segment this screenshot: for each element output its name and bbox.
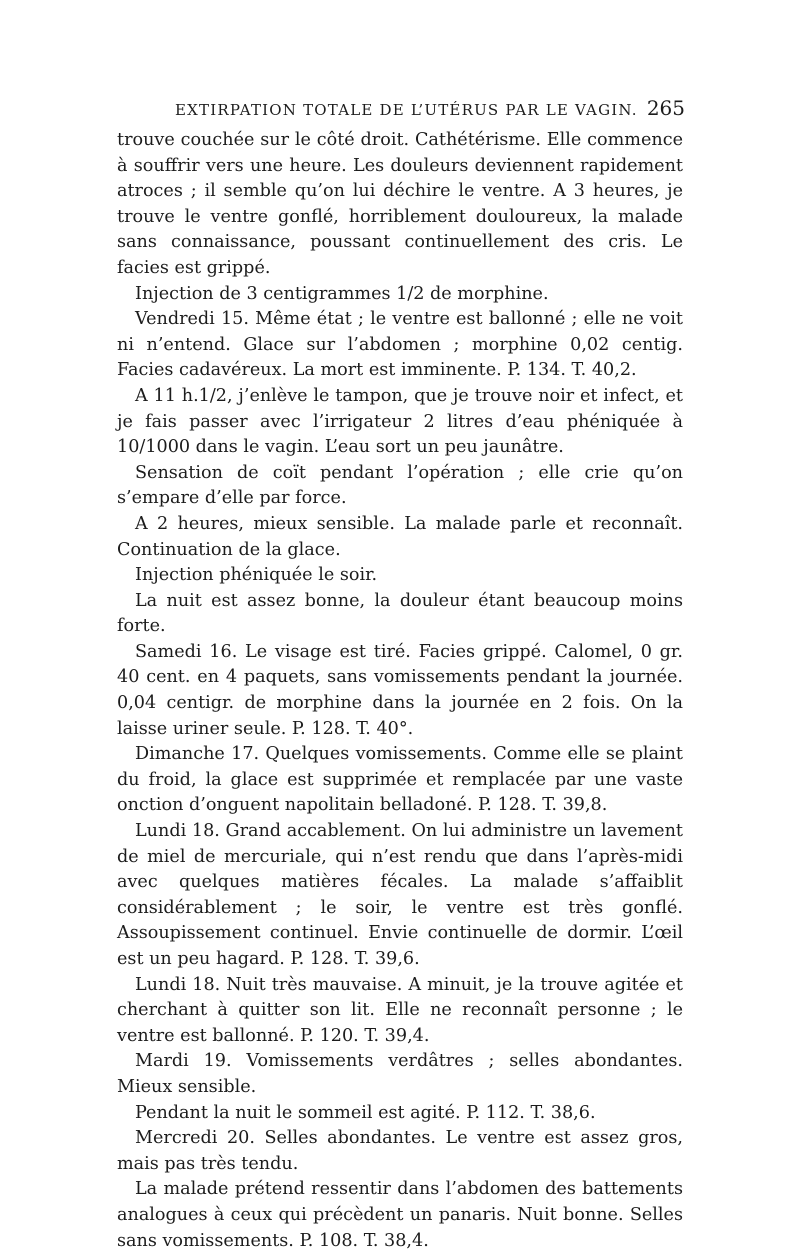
paragraph: trouve couchée sur le côté droit. Cathétérisme. Elle commence à souffrir vers une heure. Les douleurs deviennent rapidement atroces ; il semble qu’on lui déchire le ventre. A 3 heures, je trouve le ventre gonflé, horriblement douloureux, la malade sans connaissance, poussant continuellement des cris. Le facies est grippé. (117, 130, 683, 278)
paragraph: Samedi 16. Le visage est tiré. Facies grippé. Calomel, 0 gr. 40 cent. en 4 paquets, sans vomissements pendant la journée. 0,04 centigr. de morphine dans la journée en 2 fois. On la laisse uriner seule. P. 128. T. 40°. (117, 641, 683, 739)
paragraph: Dimanche 17. Quelques vomissements. Comme elle se plaint du froid, la glace est supprimée et remplacée par une vaste onction d’onguent napolitain belladoné. P. 128. T. 39,8. (117, 744, 683, 816)
paragraph: A 2 heures, mieux sensible. La malade parle et reconnaît. Continuation de la glace. (117, 513, 683, 560)
paragraph: La malade prétend ressentir dans l’abdomen des battements analogues à ceux qui précèdent un panaris. Nuit bonne. Selles sans vomissements. P. 108. T. 38,4. (117, 1179, 683, 1251)
page-number: 265 (646, 96, 685, 120)
paragraph: Vendredi 15. Même état ; le ventre est ballonné ; elle ne voit ni n’entend. Glace sur l’abdomen ; morphine 0,02 centig. Facies cadavéreux. La mort est imminente. P. 134. T. 40,2. (117, 309, 683, 381)
paragraph: Mardi 19. Vomissements verdâtres ; selles abondantes. Mieux sensible. (117, 1051, 683, 1097)
body-text (117, 128, 683, 1254)
paragraph: La nuit est assez bonne, la douleur étant beaucoup moins forte. (117, 590, 683, 637)
paragraph: Injection phéniquée le soir. (135, 565, 378, 586)
paragraph: Mercredi 20. Selles abondantes. Le ventre est assez gros, mais pas très tendu. (117, 1128, 683, 1174)
paragraph: A 11 h.1/2, j’enlève le tampon, que je trouve noir et infect, et je fais passer avec l’irrigateur 2 litres d’eau phéniquée à 10/1000 dans le vagin. L’eau sort un peu jaunâtre. (117, 385, 683, 458)
page-header (175, 96, 685, 124)
paragraph: Pendant la nuit le sommeil est agité. P. 112. T. 38,6. (135, 1102, 596, 1123)
paragraph: Sensation de coït pendant l’opération ; elle crie qu’on s’empare d’elle par force. (117, 462, 683, 509)
paragraph: Injection de 3 centigrammes 1/2 de morphine. (135, 283, 549, 304)
paragraph: Lundi 18. Nuit très mauvaise. A minuit, je la trouve agitée et cherchant à quitter son lit. Elle ne reconnaît personne ; le ventre est ballonné. P. 120. T. 39,4. (117, 974, 683, 1046)
running-title: EXTIRPATION TOTALE DE L’UTÉRUS PAR LE VAGIN. (175, 101, 638, 119)
paragraph: Lundi 18. Grand accablement. On lui administre un lavement de miel de mercuriale, qui n’est rendu que dans l’après-midi avec quelques matières fécales. La malade s’affaiblit considérablement ; le soir, le ventre est très gonflé. Assoupissement continuel. Envie continuelle de dormir. L’œil est un peu hagard. P. 128. T. 39,6. (117, 821, 683, 969)
